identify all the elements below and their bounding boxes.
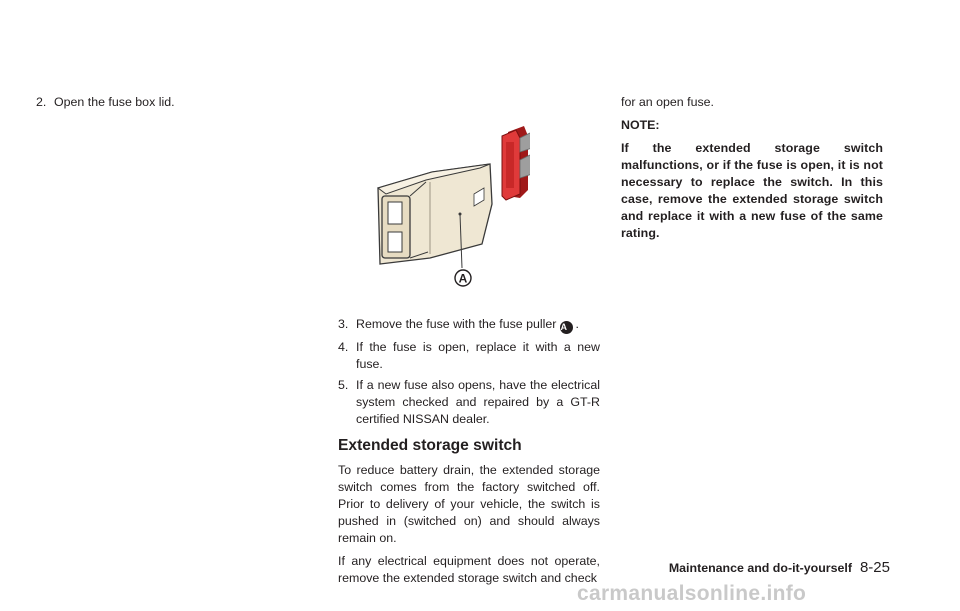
- step-text: If a new fuse also opens, have the electrical system checked and repaired by a GT-R certified NISSAN dealer.: [356, 378, 600, 426]
- page-footer: [669, 559, 890, 577]
- note-title: NOTE:: [621, 118, 660, 132]
- step-number: 3.: [338, 317, 349, 331]
- step-3: [338, 316, 600, 334]
- callout-a-ref-icon: A: [560, 321, 573, 334]
- middle-column: [338, 316, 600, 593]
- continuation-text: for an open fuse.: [621, 95, 714, 109]
- step-number: 4.: [338, 339, 349, 354]
- right-column: [621, 94, 883, 242]
- step-text: Open the fuse box lid.: [54, 95, 175, 109]
- step-5: [338, 377, 600, 428]
- paragraph-2: If any electrical equipment does not operate, remove the extended storage switch and check: [338, 554, 600, 585]
- note-body: If the extended storage switch malfunctions, or if the fuse is open, it is not necessary to replace the switch. In this case, remove the extended storage switch and replace it with a new fuse of the same rating.: [621, 141, 883, 240]
- page-number: 8-25: [859, 559, 890, 576]
- step-number: 5.: [338, 378, 349, 392]
- section-heading: Extended storage switch: [338, 437, 522, 454]
- step-2: [36, 94, 276, 111]
- fuse-puller-graphic: [378, 164, 492, 268]
- step-3-text: Remove the fuse with the fuse puller: [356, 317, 557, 331]
- step-3-end: .: [575, 317, 579, 331]
- step-text: [356, 316, 600, 334]
- step-number: 2.: [36, 95, 47, 109]
- step-text: If the fuse is open, replace it with a new fuse.: [356, 339, 600, 371]
- left-column: [36, 94, 276, 116]
- callout-a-label: A: [458, 271, 468, 286]
- step-4: [338, 339, 600, 373]
- fuse-graphic: [502, 126, 530, 200]
- watermark: carmanualsonline.info: [577, 582, 807, 605]
- paragraph-1: To reduce battery drain, the extended storage switch comes from the factory switched off. Prior to delivery of your vehicle, the switch is pushed in (switched on) and should always remain on.: [338, 463, 600, 545]
- footer-section-title: Maintenance and do-it-yourself: [668, 561, 852, 575]
- fuse-puller-illustration: [370, 108, 530, 298]
